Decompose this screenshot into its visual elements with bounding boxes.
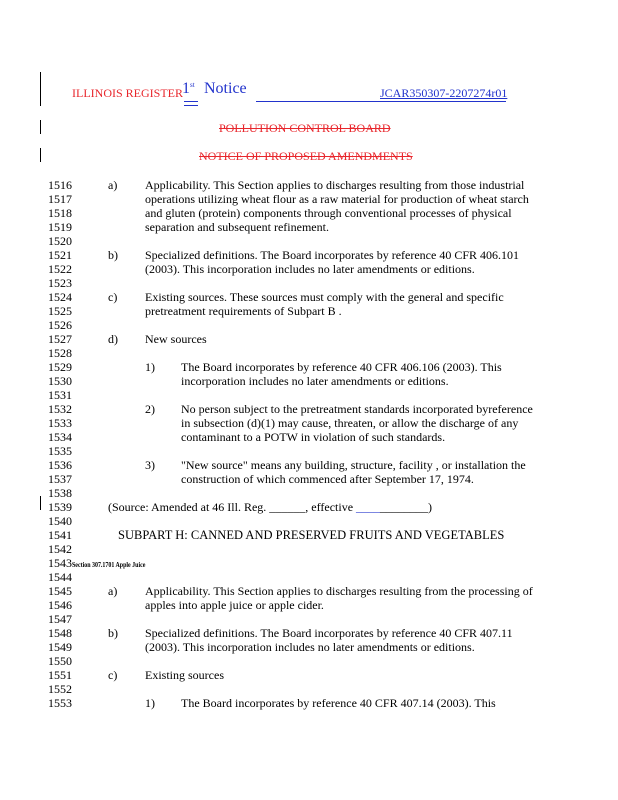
line-number: 1524 <box>48 290 72 304</box>
change-bar <box>40 72 41 106</box>
paragraph-line: Existing sources <box>145 668 224 682</box>
line-number: 1525 <box>48 304 72 318</box>
line-number: 1552 <box>48 682 72 696</box>
item-label: c) <box>108 668 118 682</box>
paragraph-line: Applicability. This Section applies to discharges resulting from those industrial <box>145 178 525 192</box>
line-number: 1544 <box>48 570 72 584</box>
paragraph-line: contaminant to a POTW in violation of such standards. <box>181 430 446 444</box>
line-number: 1549 <box>48 640 72 654</box>
line-number: 1526 <box>48 318 72 332</box>
line-number: 1536 <box>48 458 72 472</box>
source-note: (Source: Amended at 46 Ill. Reg. ______, effective ____________) <box>108 500 433 514</box>
paragraph-line: (2003). This incorporation includes no later amendments or editions. <box>145 262 475 276</box>
change-bar <box>40 120 41 134</box>
paragraph-line: and gluten (protein) components through conventional processes of physical <box>145 206 512 220</box>
paragraph-line: Specialized definitions. The Board incorporates by reference 40 CFR 406.101 <box>145 248 520 262</box>
item-label: b) <box>108 248 118 262</box>
paragraph-line: Existing sources. These sources must comply with the general and specific <box>145 290 504 304</box>
paragraph-line: "New source" means any building, structure, facility , or installation the <box>181 458 526 472</box>
line-number: 1548 <box>48 626 72 640</box>
header-underline <box>184 105 198 106</box>
line-number: 1533 <box>48 416 72 430</box>
line-number: 1519 <box>48 220 72 234</box>
line-number: 1542 <box>48 542 72 556</box>
line-number: 1528 <box>48 346 72 360</box>
jcar-id: JCAR350307-2207274r01 <box>380 86 508 100</box>
header-underline <box>184 101 198 102</box>
line-number: 1551 <box>48 668 72 682</box>
section-heading: Section 307.1701 Apple Juice <box>72 561 146 569</box>
line-number: 1553 <box>48 696 72 710</box>
line-number: 1516 <box>48 178 72 192</box>
item-label: b) <box>108 626 118 640</box>
item-label: 3) <box>145 458 155 472</box>
paragraph-line: Applicability. This Section applies to discharges resulting from the processing of <box>145 584 533 598</box>
line-number: 1547 <box>48 612 72 626</box>
line-number: 1531 <box>48 388 72 402</box>
line-number: 1546 <box>48 598 72 612</box>
line-number: 1522 <box>48 262 72 276</box>
board-name: POLLUTION CONTROL BOARD <box>219 121 391 135</box>
notice-label: Notice <box>204 80 247 97</box>
header-underline <box>256 101 506 102</box>
item-label: 1) <box>145 360 155 374</box>
line-number: 1521 <box>48 248 72 262</box>
paragraph-line: apples into apple juice or apple cider. <box>145 598 324 612</box>
subpart-heading: SUBPART H: CANNED AND PRESERVED FRUITS AND VEGETABLES <box>118 528 505 542</box>
paragraph-line: New sources <box>145 332 207 346</box>
line-number: 1545 <box>48 584 72 598</box>
page-number: 1st <box>182 80 195 97</box>
line-number: 1543Section 307.1701 Apple Juice <box>48 556 146 570</box>
line-number: 1520 <box>48 234 72 248</box>
paragraph-line: operations utilizing wheat flour as a raw material for production of wheat starch <box>145 192 529 206</box>
item-label: 2) <box>145 402 155 416</box>
line-number: 1539 <box>48 500 72 514</box>
paragraph-line: separation and subsequent refinement. <box>145 220 329 234</box>
paragraph-line: Specialized definitions. The Board incorporates by reference 40 CFR 407.11 <box>145 626 513 640</box>
paragraph-line: (2003). This incorporation includes no later amendments or editions. <box>145 640 475 654</box>
line-number: 1538 <box>48 486 72 500</box>
paragraph-line: construction of which commenced after September 17, 1974. <box>181 472 474 486</box>
line-number: 1535 <box>48 444 72 458</box>
line-number: 1532 <box>48 402 72 416</box>
line-number: 1550 <box>48 654 72 668</box>
line-number: 1529 <box>48 360 72 374</box>
notice-type: NOTICE OF PROPOSED AMENDMENTS <box>199 149 413 163</box>
paragraph-line: No person subject to the pretreatment standards incorporated byreference <box>181 402 533 416</box>
line-number: 1534 <box>48 430 72 444</box>
change-bar <box>40 148 41 162</box>
line-number: 1517 <box>48 192 72 206</box>
line-number: 1540 <box>48 514 72 528</box>
item-label: 1) <box>145 696 155 710</box>
paragraph-line: in subsection (d)(1) may cause, threaten, or allow the discharge of any <box>181 416 519 430</box>
register-title: ILLINOIS REGISTER <box>72 86 183 100</box>
line-number: 1527 <box>48 332 72 346</box>
line-number: 1518 <box>48 206 72 220</box>
line-number: 1537 <box>48 472 72 486</box>
paragraph-line: The Board incorporates by reference 40 CFR 406.106 (2003). This <box>181 360 502 374</box>
change-bar <box>40 496 41 510</box>
line-number: 1530 <box>48 374 72 388</box>
item-label: c) <box>108 290 118 304</box>
paragraph-line: incorporation includes no later amendments or editions. <box>181 374 449 388</box>
item-label: a) <box>108 178 118 192</box>
line-number: 1523 <box>48 276 72 290</box>
item-label: d) <box>108 332 118 346</box>
paragraph-line: pretreatment requirements of Subpart B . <box>145 304 342 318</box>
item-label: a) <box>108 584 118 598</box>
line-number: 1541 <box>48 528 72 542</box>
paragraph-line: The Board incorporates by reference 40 CFR 407.14 (2003). This <box>181 696 496 710</box>
